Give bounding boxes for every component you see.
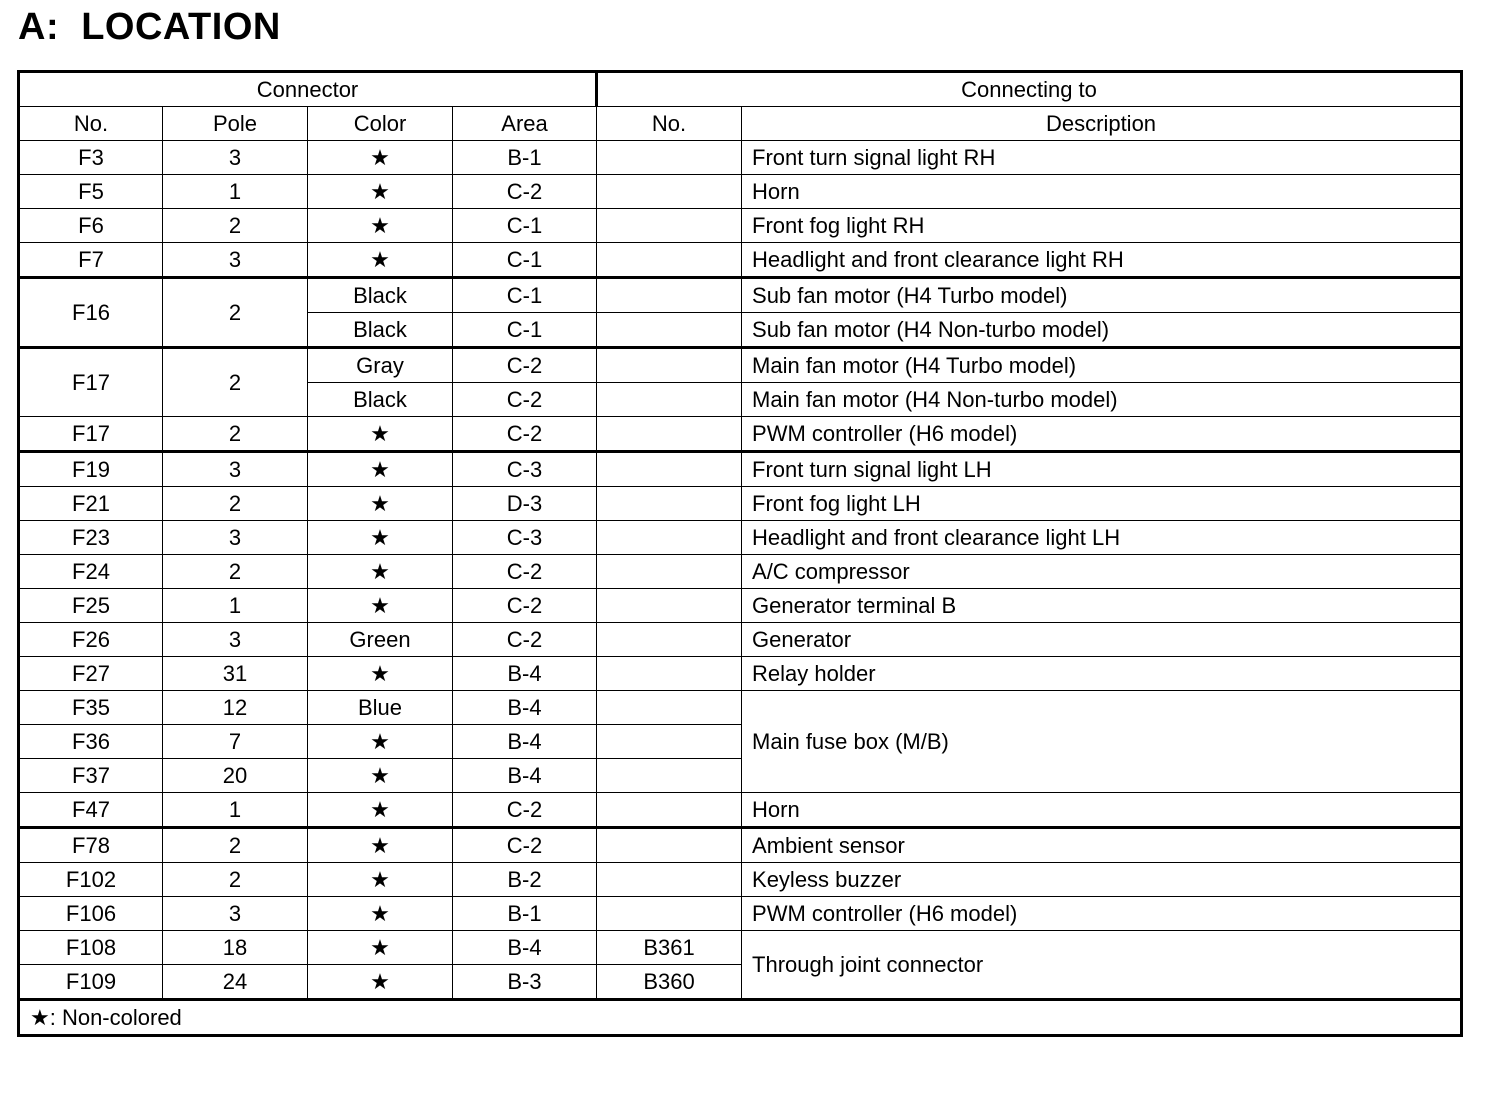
- cell-description: Sub fan motor (H4 Non-turbo model): [742, 313, 1462, 348]
- table-row: [19, 487, 1462, 521]
- table-row: [19, 589, 1462, 623]
- table-row: [19, 657, 1462, 691]
- table-row: [19, 278, 1462, 313]
- cell-area: C-2: [453, 589, 597, 623]
- cell-area: C-2: [453, 348, 597, 383]
- cell-area: C-2: [453, 417, 597, 452]
- table-row: [19, 243, 1462, 278]
- cell-to-no: [597, 623, 742, 657]
- cell-no: F25: [19, 589, 163, 623]
- cell-to-no: [597, 897, 742, 931]
- cell-area: C-2: [453, 623, 597, 657]
- cell-description: Main fan motor (H4 Non-turbo model): [742, 383, 1462, 417]
- cell-to-no: [597, 657, 742, 691]
- table-row: [19, 897, 1462, 931]
- cell-pole: 7: [163, 725, 308, 759]
- cell-to-no: [597, 725, 742, 759]
- cell-to-no: [597, 383, 742, 417]
- cell-no: F23: [19, 521, 163, 555]
- cell-pole: 18: [163, 931, 308, 965]
- cell-color: ★: [308, 931, 453, 965]
- cell-to-no: [597, 243, 742, 278]
- cell-color: ★: [308, 897, 453, 931]
- col-header-to-no: No.: [597, 107, 742, 141]
- cell-area: C-1: [453, 243, 597, 278]
- table-row: [19, 521, 1462, 555]
- cell-to-no: [597, 487, 742, 521]
- cell-description: Keyless buzzer: [742, 863, 1462, 897]
- cell-description: PWM controller (H6 model): [742, 897, 1462, 931]
- cell-no: F102: [19, 863, 163, 897]
- cell-to-no: [597, 691, 742, 725]
- cell-area: B-4: [453, 725, 597, 759]
- cell-no: F7: [19, 243, 163, 278]
- cell-description: Front fog light LH: [742, 487, 1462, 521]
- page-title: A: LOCATION: [18, 6, 281, 48]
- cell-to-no: [597, 828, 742, 863]
- column-header-row: [19, 107, 1462, 141]
- cell-color: ★: [308, 452, 453, 487]
- cell-to-no: [597, 759, 742, 793]
- cell-description: Main fuse box (M/B): [742, 691, 1462, 793]
- cell-pole: 20: [163, 759, 308, 793]
- cell-to-no: [597, 863, 742, 897]
- cell-pole: 3: [163, 521, 308, 555]
- cell-to-no: [597, 555, 742, 589]
- cell-color: ★: [308, 141, 453, 175]
- cell-area: C-1: [453, 278, 597, 313]
- cell-pole: 2: [163, 487, 308, 521]
- cell-description: A/C compressor: [742, 555, 1462, 589]
- cell-pole: 2: [163, 348, 308, 417]
- cell-no: F109: [19, 965, 163, 1000]
- cell-to-no: [597, 793, 742, 828]
- cell-no: F78: [19, 828, 163, 863]
- table-row: [19, 141, 1462, 175]
- cell-to-no: [597, 348, 742, 383]
- table-row: [19, 691, 1462, 725]
- cell-pole: 2: [163, 555, 308, 589]
- cell-description: PWM controller (H6 model): [742, 417, 1462, 452]
- cell-area: C-2: [453, 828, 597, 863]
- cell-to-no: [597, 313, 742, 348]
- table-row: [19, 863, 1462, 897]
- cell-area: C-2: [453, 383, 597, 417]
- cell-description: Relay holder: [742, 657, 1462, 691]
- cell-color: Black: [308, 278, 453, 313]
- cell-to-no: [597, 452, 742, 487]
- cell-pole: 24: [163, 965, 308, 1000]
- cell-description: Horn: [742, 793, 1462, 828]
- cell-to-no: [597, 278, 742, 313]
- connector-group-header: Connector: [19, 72, 597, 107]
- cell-to-no: [597, 141, 742, 175]
- cell-color: ★: [308, 759, 453, 793]
- table-row: [19, 209, 1462, 243]
- group-header-row: [19, 72, 1462, 107]
- cell-color: ★: [308, 828, 453, 863]
- cell-no: F35: [19, 691, 163, 725]
- cell-color: ★: [308, 417, 453, 452]
- cell-no: F37: [19, 759, 163, 793]
- location-table: [17, 70, 1463, 1037]
- cell-to-no: [597, 209, 742, 243]
- cell-color: ★: [308, 657, 453, 691]
- cell-pole: 3: [163, 452, 308, 487]
- cell-color: Blue: [308, 691, 453, 725]
- cell-area: C-3: [453, 521, 597, 555]
- cell-no: F6: [19, 209, 163, 243]
- cell-color: ★: [308, 555, 453, 589]
- cell-no: F17: [19, 348, 163, 417]
- cell-color: ★: [308, 863, 453, 897]
- cell-description: Headlight and front clearance light RH: [742, 243, 1462, 278]
- cell-description: Headlight and front clearance light LH: [742, 521, 1462, 555]
- cell-color: Green: [308, 623, 453, 657]
- table-row: [19, 555, 1462, 589]
- table-row: [19, 175, 1462, 209]
- col-header-area: Area: [453, 107, 597, 141]
- cell-color: ★: [308, 209, 453, 243]
- cell-no: F21: [19, 487, 163, 521]
- cell-pole: 2: [163, 209, 308, 243]
- cell-no: F47: [19, 793, 163, 828]
- cell-color: Black: [308, 383, 453, 417]
- cell-description: Ambient sensor: [742, 828, 1462, 863]
- cell-description: Front turn signal light LH: [742, 452, 1462, 487]
- cell-no: F3: [19, 141, 163, 175]
- cell-area: B-4: [453, 657, 597, 691]
- cell-color: ★: [308, 965, 453, 1000]
- cell-pole: 3: [163, 141, 308, 175]
- cell-description: Front fog light RH: [742, 209, 1462, 243]
- col-header-description: Description: [742, 107, 1462, 141]
- cell-to-no: [597, 589, 742, 623]
- table-row: [19, 931, 1462, 965]
- cell-color: ★: [308, 793, 453, 828]
- table-row: [19, 828, 1462, 863]
- cell-area: C-2: [453, 793, 597, 828]
- cell-pole: 1: [163, 175, 308, 209]
- cell-description: Generator terminal B: [742, 589, 1462, 623]
- cell-area: C-3: [453, 452, 597, 487]
- cell-no: F108: [19, 931, 163, 965]
- cell-pole: 2: [163, 828, 308, 863]
- cell-description: Front turn signal light RH: [742, 141, 1462, 175]
- cell-pole: 1: [163, 793, 308, 828]
- cell-area: B-4: [453, 931, 597, 965]
- col-header-color: Color: [308, 107, 453, 141]
- cell-color: Gray: [308, 348, 453, 383]
- cell-description: Sub fan motor (H4 Turbo model): [742, 278, 1462, 313]
- cell-pole: 2: [163, 863, 308, 897]
- cell-color: ★: [308, 175, 453, 209]
- cell-description: Main fan motor (H4 Turbo model): [742, 348, 1462, 383]
- cell-no: F27: [19, 657, 163, 691]
- cell-color: ★: [308, 487, 453, 521]
- cell-description: Horn: [742, 175, 1462, 209]
- table-row: [19, 348, 1462, 383]
- cell-pole: 3: [163, 623, 308, 657]
- footnote: ★: Non-colored: [19, 1000, 1462, 1036]
- cell-color: ★: [308, 521, 453, 555]
- cell-no: F16: [19, 278, 163, 348]
- cell-area: B-1: [453, 141, 597, 175]
- cell-color: ★: [308, 725, 453, 759]
- cell-area: C-1: [453, 313, 597, 348]
- cell-pole: 3: [163, 243, 308, 278]
- cell-to-no: B361: [597, 931, 742, 965]
- cell-pole: 2: [163, 278, 308, 348]
- cell-no: F5: [19, 175, 163, 209]
- cell-color: ★: [308, 243, 453, 278]
- cell-area: B-2: [453, 863, 597, 897]
- cell-color: ★: [308, 589, 453, 623]
- cell-to-no: [597, 175, 742, 209]
- cell-area: B-1: [453, 897, 597, 931]
- cell-no: F17: [19, 417, 163, 452]
- cell-area: D-3: [453, 487, 597, 521]
- cell-to-no: B360: [597, 965, 742, 1000]
- cell-no: F26: [19, 623, 163, 657]
- cell-area: B-3: [453, 965, 597, 1000]
- cell-no: F24: [19, 555, 163, 589]
- col-header-no: No.: [19, 107, 163, 141]
- cell-no: F19: [19, 452, 163, 487]
- col-header-pole: Pole: [163, 107, 308, 141]
- table-row: [19, 623, 1462, 657]
- cell-pole: 1: [163, 589, 308, 623]
- cell-pole: 2: [163, 417, 308, 452]
- cell-to-no: [597, 417, 742, 452]
- cell-area: C-2: [453, 175, 597, 209]
- cell-no: F106: [19, 897, 163, 931]
- cell-color: Black: [308, 313, 453, 348]
- cell-pole: 3: [163, 897, 308, 931]
- cell-area: C-1: [453, 209, 597, 243]
- cell-description: Through joint connector: [742, 931, 1462, 1000]
- cell-pole: 12: [163, 691, 308, 725]
- cell-to-no: [597, 521, 742, 555]
- cell-area: B-4: [453, 691, 597, 725]
- cell-area: C-2: [453, 555, 597, 589]
- table-row: [19, 417, 1462, 452]
- cell-no: F36: [19, 725, 163, 759]
- cell-area: B-4: [453, 759, 597, 793]
- connecting-to-group-header: Connecting to: [597, 72, 1462, 107]
- cell-description: Generator: [742, 623, 1462, 657]
- table-row: [19, 793, 1462, 828]
- cell-pole: 31: [163, 657, 308, 691]
- footnote-row: [19, 1000, 1462, 1036]
- table-row: [19, 452, 1462, 487]
